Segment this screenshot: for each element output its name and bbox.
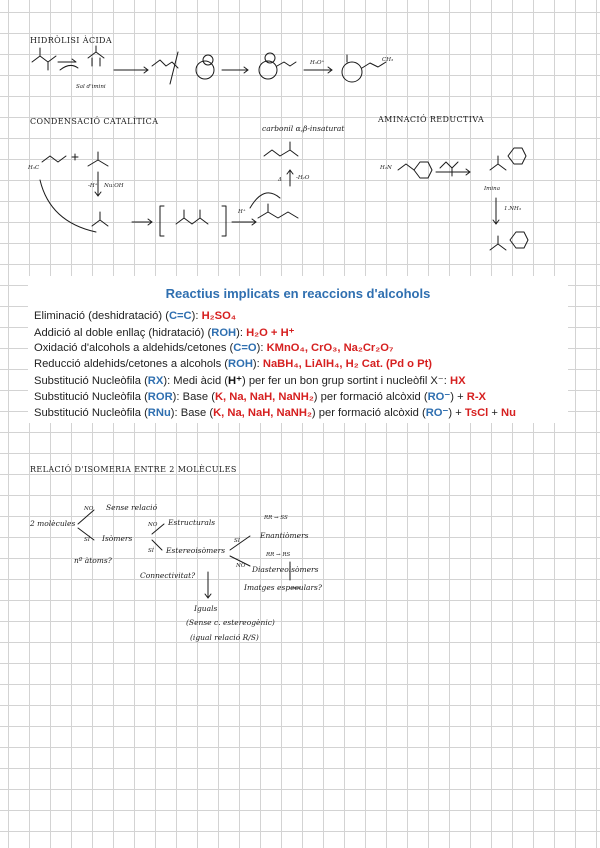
reagent-name: NaBH₄, LiAlH₄, H₂ Cat. (Pd o Pt) bbox=[262, 358, 433, 370]
row-text: ) + bbox=[448, 407, 465, 419]
no-relation-label: Sense relació bbox=[106, 503, 158, 512]
row-text: Reducció aldehids/cetones a alcohols ( bbox=[34, 358, 229, 370]
row-text: ) per fer un bon grup sortint i nucleòfil X⁻: bbox=[241, 375, 450, 387]
section-condensation-title: CONDENSACIÓ CATALÍTICA bbox=[30, 117, 159, 126]
reagent-name: H₂SO₄ bbox=[201, 310, 237, 322]
row-text: ) per formació alcòxid ( bbox=[311, 407, 426, 419]
connectivity-label: Connectivitat? bbox=[140, 571, 196, 580]
product-code: C=O bbox=[233, 342, 257, 354]
product-code: ROR bbox=[147, 391, 173, 403]
row-text: Substitució Nucleòfila ( bbox=[34, 407, 148, 419]
row-text: ): Base ( bbox=[170, 407, 214, 419]
reagents-panel bbox=[28, 276, 568, 423]
no-label-1: NO bbox=[84, 506, 94, 512]
two-molecules-label: 2 molècules bbox=[30, 519, 76, 528]
reagent-row-addition bbox=[34, 326, 295, 339]
carbonyl-label: carbonil α,β-insaturat bbox=[262, 124, 345, 133]
section-amination-title: AMINACIÓ REDUCTIVA bbox=[378, 115, 485, 124]
row-text: ): bbox=[256, 342, 267, 354]
h3o-label: H₃O⁺ bbox=[310, 60, 325, 66]
row-text: ) per formació alcòxid ( bbox=[313, 391, 428, 403]
product-code: RO⁻ bbox=[427, 391, 451, 403]
reagent-name: TsCl bbox=[464, 407, 489, 419]
nu-oh-label: Nu:OH bbox=[104, 183, 124, 189]
product-code: RO⁻ bbox=[425, 407, 449, 419]
reagent-row-substitution-ror bbox=[34, 390, 486, 403]
minus-h2o-label: -H₂O bbox=[296, 175, 310, 181]
reagent-name: H₂O + H⁺ bbox=[246, 327, 295, 339]
row-text: + bbox=[488, 407, 502, 419]
section-hydrolysis-title: HIDRÒLISI ÀCIDA bbox=[30, 36, 113, 45]
imina-label: Imina bbox=[484, 186, 500, 192]
isomer-section-title: RELACIÓ D'ISOMERIA ENTRE 2 MOLÈCULES bbox=[30, 465, 237, 474]
reagent-row-substitution-rnu bbox=[34, 406, 516, 419]
mirror-images-label: Imatges especulars? bbox=[244, 583, 322, 592]
product-code: RX bbox=[147, 375, 164, 387]
sal-imini-label: Sal d'imini bbox=[76, 84, 106, 90]
rr-rs-label: RR → RS bbox=[266, 552, 291, 558]
rr-ss-label: RR → SS bbox=[264, 515, 288, 521]
reagent-row-oxidation bbox=[34, 342, 393, 354]
reagent-name: R-X bbox=[466, 391, 487, 403]
reagent-name: H⁺ bbox=[228, 375, 242, 387]
si-label-1: SÍ bbox=[84, 537, 90, 543]
product-code: C=C bbox=[168, 310, 192, 322]
hplus-label: H⁺ bbox=[238, 209, 246, 215]
row-text: ): Base ( bbox=[172, 391, 215, 403]
reagent-row-substitution-rx bbox=[34, 374, 466, 387]
reagent-name: K, Na, NaH, NaNH₂ bbox=[214, 391, 314, 403]
no-label-2: NO bbox=[148, 522, 158, 528]
row-text: ): bbox=[252, 358, 263, 370]
row-text: Addició al doble enllaç (hidratació) ( bbox=[34, 327, 212, 339]
equal-label: Iguals bbox=[194, 604, 218, 613]
row-text: Eliminació (deshidratació) ( bbox=[34, 310, 169, 322]
row-text: ) + bbox=[450, 391, 467, 403]
reagent-row-elimination bbox=[34, 310, 236, 322]
si-label-3: SÍ bbox=[234, 538, 240, 544]
row-text: Oxidació d'alcohols a aldehids/cetones ( bbox=[34, 342, 234, 354]
si-label-2: SÍ bbox=[148, 548, 154, 554]
delta-label: Δ bbox=[278, 177, 282, 183]
no-stereocenter-label: (Sense c. estereogènic) bbox=[186, 618, 275, 627]
n-atoms-label: nº àtoms? bbox=[74, 556, 112, 565]
product-code: RNu bbox=[147, 407, 171, 419]
stereoisomers-label: Estereoisòmers bbox=[166, 546, 226, 555]
product-code: ROH bbox=[228, 358, 253, 370]
reagent-row-reduction bbox=[34, 358, 432, 370]
reagent-name: K, Na, NaH, NaNH₂ bbox=[213, 407, 312, 419]
h2n-label: H₂N bbox=[380, 165, 392, 171]
row-text: ): bbox=[236, 327, 247, 339]
same-rs-label: (igual relació R/S) bbox=[190, 633, 259, 642]
row-text: ): bbox=[191, 310, 202, 322]
enantiomers-label: Enantiòmers bbox=[260, 531, 309, 540]
row-text: Substitució Nucleòfila ( bbox=[34, 375, 148, 387]
row-text: Substitució Nucleòfila ( bbox=[34, 391, 148, 403]
no-label-3: NO bbox=[236, 563, 246, 569]
reagent-name: KMnO₄, CrO₃, Na₂Cr₂O₇ bbox=[266, 342, 394, 354]
diastereomers-label: Diastereoisòmers bbox=[252, 565, 319, 574]
reagents-title: Reactius implicats en reaccions d'alcohols bbox=[165, 286, 431, 301]
product-code: ROH bbox=[211, 327, 237, 339]
row-text: ): Medi àcid ( bbox=[163, 375, 228, 387]
reducer-label: 1.NH₃ bbox=[504, 206, 522, 212]
reagent-name: Nu bbox=[501, 407, 516, 419]
base-label: -H⁺ bbox=[88, 183, 98, 189]
isomers-label: Isòmers bbox=[102, 534, 133, 543]
structural-label: Estructurals bbox=[168, 518, 216, 527]
reagent-name: HX bbox=[450, 375, 466, 387]
ch3-label: CH₃ bbox=[382, 57, 394, 63]
h3c-label: H₃C bbox=[28, 165, 40, 171]
